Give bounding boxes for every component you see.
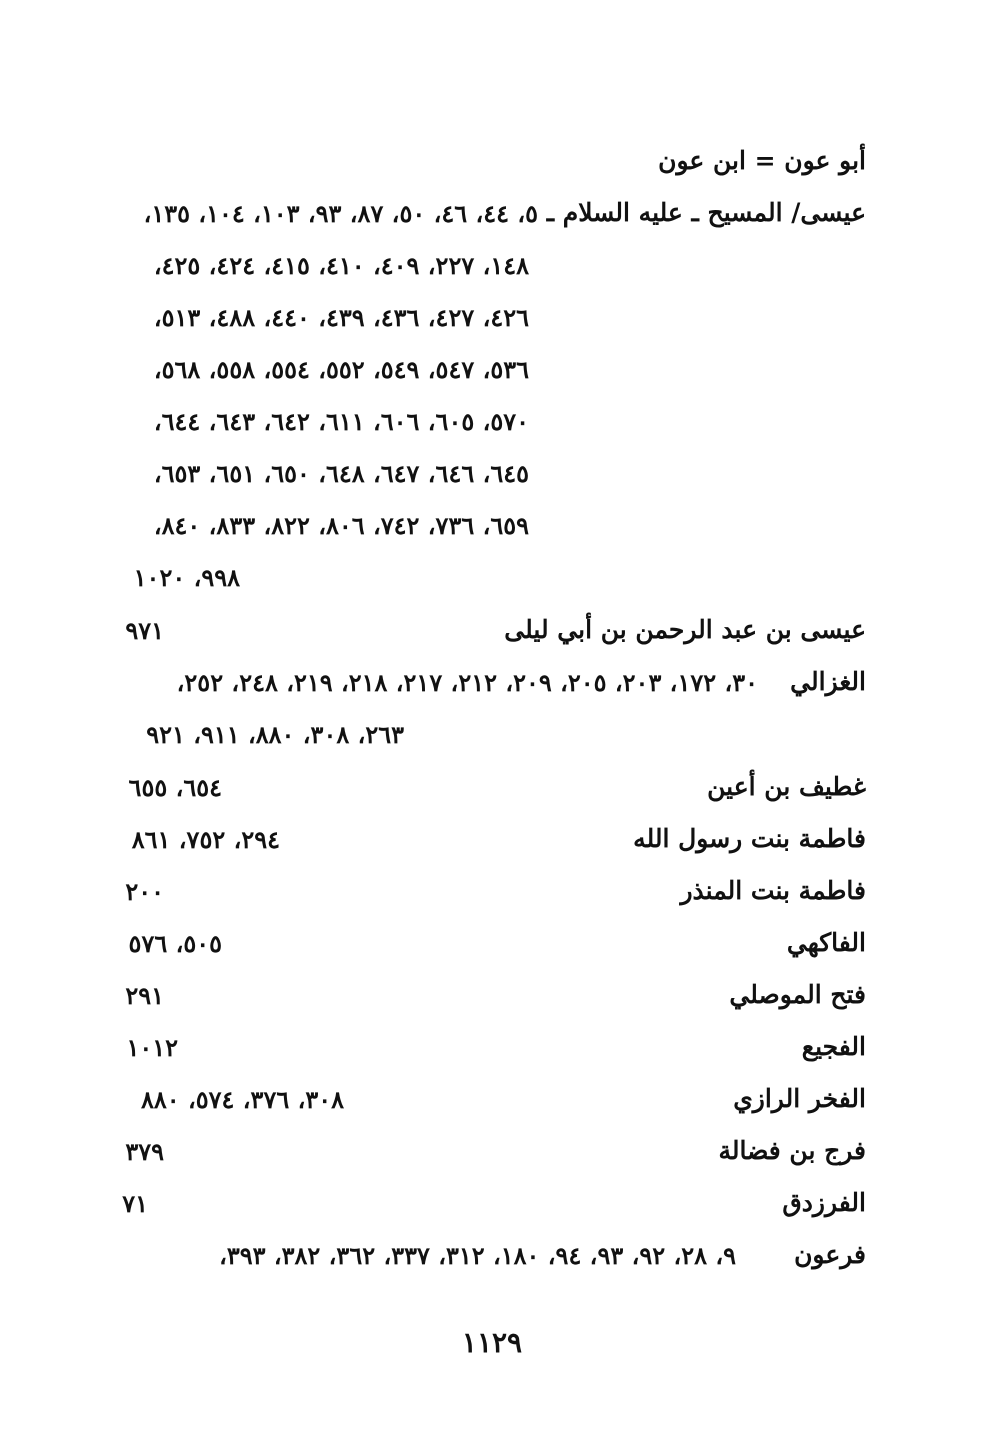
page-number: ١١٢٩ <box>461 1326 523 1359</box>
entry-name: الفجيع <box>801 1032 866 1061</box>
entry-name: الفرزدق <box>782 1188 866 1217</box>
entry-pages: ٣٠، ١٧٢، ٢٠٣، ٢٠٥، ٢٠٩، ٢١٢، ٢١٧، ٢١٨، ٢١٩، ٢٤٨، ٢٥٢، <box>176 668 758 697</box>
entry-pages: ١٠١٢ <box>126 1033 178 1062</box>
entry-pages-continued: ٥٧٠، ٦٠٥، ٦٠٦، ٦١١، ٦٤٢، ٦٤٣، ٦٤٤، <box>153 407 529 436</box>
entry-pages: ٣٧٩ <box>125 1137 164 1166</box>
entry-name: الغزالي <box>790 667 866 696</box>
entry-pages: ٣٠٨، ٣٧٦، ٥٧٤، ٨٨٠ <box>140 1085 344 1114</box>
entry-pages: ٩، ٢٨، ٩٢، ٩٣، ٩٤، ١٨٠، ٣١٢، ٣٣٧، ٣٦٢، ٣٨٢، ٣٩٣، <box>219 1241 736 1270</box>
entry-pages-continued: ٢٦٣، ٣٠٨، ٨٨٠، ٩١١، ٩٢١ <box>146 720 404 749</box>
entry-pages: ٥٠٥، ٥٧٦ <box>128 929 222 958</box>
entry-name: الفاكهي <box>786 928 866 957</box>
entry-name: فاطمة بنت المنذر <box>680 876 866 905</box>
entry-name: عيسى بن عبد الرحمن بن أبي ليلى <box>504 615 866 644</box>
entry-pages-continued: ٦٥٩، ٧٣٦، ٧٤٢، ٨٠٦، ٨٢٢، ٨٣٣، ٨٤٠، <box>153 511 529 540</box>
entry-pages-continued: ٩٩٨، ١٠٢٠ <box>133 563 240 592</box>
entry-pages: ٢٩١ <box>125 981 164 1010</box>
entry-name: فرج بن فضالة <box>718 1136 866 1165</box>
entry-pages: ٢٠٠ <box>125 877 164 906</box>
entry-pages-continued: ٦٤٥، ٦٤٦، ٦٤٧، ٦٤٨، ٦٥٠، ٦٥١، ٦٥٣، <box>153 459 529 488</box>
entry-name: فتح الموصلي <box>729 980 866 1009</box>
entry-name: فاطمة بنت رسول الله <box>633 824 866 853</box>
entry-pages: ٢٩٤، ٧٥٢، ٨٦١ <box>131 825 280 854</box>
entry-pages: ٧١ <box>122 1189 148 1218</box>
entry-name: أبو عون = ابن عون <box>658 146 866 175</box>
entry-pages: ٥، ٤٤، ٤٦، ٥٠، ٨٧، ٩٣، ١٠٣، ١٠٤، ١٣٥، <box>143 199 538 228</box>
entry-name: عيسى/ المسيح ـ عليه السلام ـ <box>546 198 866 227</box>
entry-pages: ٦٥٤، ٦٥٥ <box>128 773 222 802</box>
entry-name: الفخر الرازي <box>733 1084 866 1113</box>
entry-name: فرعون <box>794 1240 866 1269</box>
entry-name: غطيف بن أعين <box>707 772 866 801</box>
entry-pages-continued: ١٤٨، ٢٢٧، ٤٠٩، ٤١٠، ٤١٥، ٤٢٤، ٤٢٥، <box>153 251 529 280</box>
entry-pages-continued: ٤٢٦، ٤٢٧، ٤٣٦، ٤٣٩، ٤٤٠، ٤٨٨، ٥١٣، <box>153 303 529 332</box>
entry-pages-continued: ٥٣٦، ٥٤٧، ٥٤٩، ٥٥٢، ٥٥٤، ٥٥٨، ٥٦٨، <box>153 355 529 384</box>
entry-pages: ٩٧١ <box>125 616 164 645</box>
